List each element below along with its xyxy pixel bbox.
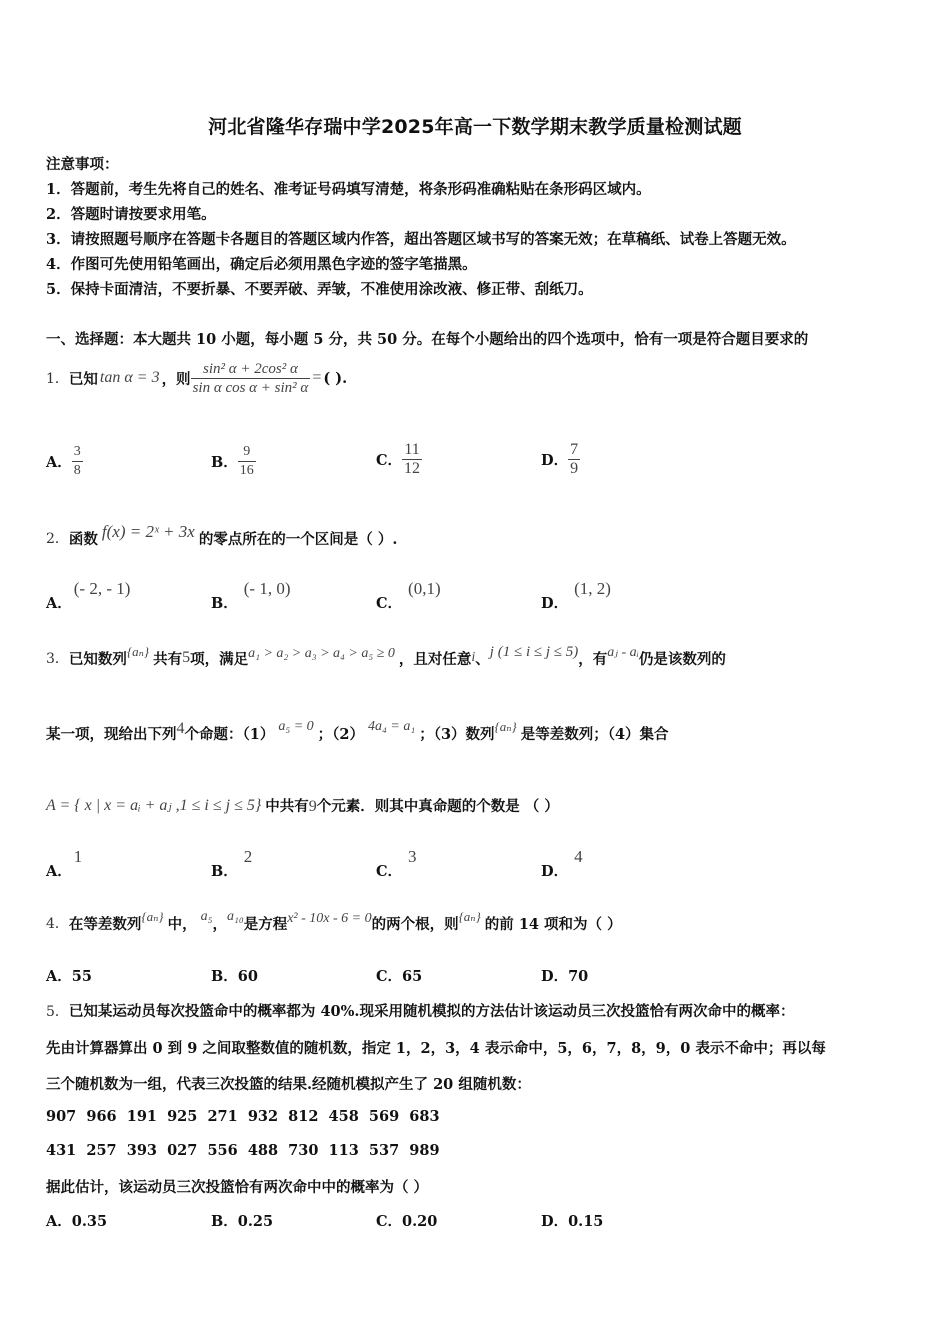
option-label: B． [211, 595, 238, 612]
option-b[interactable] [211, 965, 258, 986]
option-value: (- 1, 0) [243, 579, 291, 598]
option-value: 1 [73, 847, 83, 866]
fraction-numerator: sin² α + 2cos² α [191, 360, 311, 379]
math-sequence: {aₙ} [494, 719, 517, 734]
notice-heading: 注意事项： [46, 156, 119, 173]
math-proposition-1: a₅ = 0 [278, 719, 314, 734]
question-text: 中共有 [265, 797, 309, 815]
option-label: A． [46, 968, 72, 985]
question-text: 是方程 [243, 915, 288, 933]
fraction-denominator: sin α cos α + sin² α [192, 379, 309, 396]
math-set: A = { x | x = aᵢ + aⱼ ,1 ≤ i ≤ j ≤ 5} [46, 797, 262, 814]
option-value: 4 [574, 847, 583, 866]
question-text: 的两个根，则 [371, 915, 459, 933]
question-number: 2． [46, 531, 69, 547]
option-b[interactable] [211, 438, 256, 484]
question-text: 已知 [68, 370, 98, 388]
option-d[interactable] [541, 578, 611, 612]
option-c[interactable] [376, 1210, 437, 1231]
option-label: A． [46, 863, 72, 880]
notice-item: 1．答题前，考生先将自己的姓名、准考证号码填写清楚，将条形码准确粘贴在条形码区域内。 [46, 181, 651, 198]
math-proposition-2: 4a₄ = a₁ [368, 719, 416, 734]
random-numbers-row: 431 257 393 027 556 488 730 113 537 989 [46, 1142, 440, 1159]
question-text: 个命题：（1） [184, 725, 275, 743]
question-text: ，则 [161, 370, 191, 388]
option-value: 55 [71, 968, 92, 985]
math-number: 9 [308, 798, 317, 815]
question-text: 已知数列 [68, 650, 127, 668]
question-text: ， [212, 915, 227, 933]
option-d[interactable] [541, 1210, 603, 1231]
question-text: 在等差数列 [68, 915, 142, 933]
question-text: 、 [475, 650, 490, 668]
option-value: (- 2, - 1) [73, 579, 131, 598]
option-b[interactable] [211, 1210, 273, 1231]
question-text: 中， [167, 915, 197, 933]
option-value: 70 [568, 968, 589, 985]
option-value: 2 [243, 847, 253, 866]
question-text: 的前 14 项和为（ ） [484, 915, 622, 933]
option-c[interactable] [376, 965, 422, 986]
option-label: C． [376, 863, 403, 880]
question-text: ；（3）数列 [419, 725, 495, 743]
question-text: 据此估计，该运动员三次投篮恰有两次命中中的概率为（ ） [46, 1179, 429, 1196]
option-b[interactable] [211, 578, 291, 612]
option-label: A． [46, 595, 72, 612]
option-d[interactable] [541, 965, 588, 986]
option-a[interactable] [46, 578, 131, 612]
option-a[interactable] [46, 846, 83, 880]
option-label: D． [541, 1213, 569, 1230]
question-text: 的零点所在的一个区间是（ ）. [198, 530, 398, 548]
page-title: 河北省隆华存瑞中学2025年高一下数学期末教学质量检测试题 [208, 116, 742, 138]
question-4 [46, 903, 622, 943]
option-fraction [568, 441, 580, 478]
math-term: a₁₀ [226, 909, 244, 924]
option-label: D． [541, 968, 569, 985]
option-label: C． [376, 451, 403, 469]
question-text: ，且对任意 [398, 650, 472, 668]
question-text: 某一项，现给出下列 [46, 725, 177, 743]
question-1 [46, 352, 347, 404]
random-numbers-row: 907 966 191 925 271 932 812 458 569 683 [46, 1108, 440, 1125]
question-3-propositions [46, 715, 669, 751]
option-value: 0.15 [568, 1213, 604, 1230]
notice-item: 5．保持卡面清洁，不要折暴、不要弄破、弄皱，不准使用涂改液、修正带、刮纸刀。 [46, 281, 593, 298]
option-label: D． [541, 863, 569, 880]
fraction-numerator: 7 [570, 440, 579, 458]
option-label: C． [376, 1213, 403, 1230]
option-d[interactable] [541, 436, 580, 482]
fraction-numerator: 3 [72, 443, 83, 462]
section-heading: 一、选择题：本大题共 10 小题，每小题 5 分，共 50 分。在每个小题给出的四个选项中，恰有一项是符合题目要求的 [46, 331, 809, 348]
fraction-numerator: 9 [238, 443, 256, 462]
option-label: C． [376, 595, 403, 612]
option-value: 0.35 [71, 1213, 108, 1230]
fraction-numerator: 11 [402, 441, 422, 460]
question-text: 是等差数列；（4）集合 [520, 725, 669, 743]
option-fraction [72, 443, 83, 480]
question-number: 1． [46, 371, 69, 387]
option-a[interactable] [46, 438, 83, 484]
math-sequence: {aₙ} [126, 644, 150, 659]
option-value: 0.20 [402, 1213, 438, 1230]
math-function: f(x) = 2ˣ + 3x [101, 522, 195, 541]
fraction-denominator: 8 [73, 462, 81, 478]
option-label: B． [211, 968, 238, 985]
fraction-denominator: 12 [404, 459, 421, 477]
question-2 [46, 520, 397, 556]
math-inequality: a₁ > a₂ > a₃ > a₄ > a₅ ≥ 0 [248, 646, 395, 661]
option-value: 3 [408, 847, 417, 866]
notice-item: 4．作图可先使用铅笔画出，确定后必须用黑色字迹的签字笔描黑。 [46, 256, 477, 273]
option-fraction [238, 443, 256, 480]
option-c[interactable] [376, 436, 422, 482]
notice-item: 3．请按照题号顺序在答题卡各题目的答题区域内作答，超出答题区域书写的答案无效；在草稿纸、试卷上答题无效。 [46, 231, 796, 248]
math-term: a₅ [200, 909, 213, 924]
question-number: 4． [46, 916, 69, 932]
question-text: ，有 [578, 650, 608, 668]
option-a[interactable] [46, 965, 92, 986]
option-value: 60 [237, 968, 258, 985]
fraction-denominator: 9 [570, 459, 579, 477]
option-value: (0,1) [408, 579, 441, 598]
math-fraction [191, 360, 311, 397]
question-text: 共有 [153, 650, 183, 668]
option-fraction [402, 441, 422, 478]
option-c[interactable] [376, 846, 417, 880]
question-3-set [46, 785, 559, 825]
math-range: j (1 ≤ i ≤ j ≤ 5) [489, 643, 579, 660]
question-text: 函数 [68, 530, 98, 548]
notice-item: 2．答题时请按要求用笔。 [46, 206, 216, 223]
question-number: 3． [46, 651, 69, 667]
fraction-denominator: 16 [239, 462, 254, 478]
question-number: 5． [46, 1004, 69, 1020]
math-sequence: {aₙ} [458, 909, 481, 924]
option-label: C． [376, 968, 403, 985]
option-b[interactable] [211, 846, 253, 880]
math-number: 5 [182, 649, 191, 666]
equals-sign: = [312, 369, 322, 386]
option-a[interactable] [46, 1210, 107, 1231]
math-difference: aⱼ - aᵢ [607, 644, 639, 660]
option-label: D． [541, 595, 569, 612]
option-value: 65 [402, 968, 423, 985]
option-label: A． [46, 1213, 72, 1230]
question-text: 先由计算器算出 0 到 9 之间取整数值的随机数，指定 1，2，3，4 表示命中，5，6，7，8，9，0 表示不命中；再以每 [46, 1040, 826, 1057]
math-sequence: {aₙ} [141, 909, 164, 924]
question-text: 已知某运动员每次投篮命中的概率都为 40%.现采用随机模拟的方法估计该运动员三次投篮恰有两次命中的概率： [68, 1003, 795, 1020]
math-equation: x² - 10x - 6 = 0 [287, 911, 372, 926]
option-value: (1, 2) [574, 579, 611, 598]
math-condition: tan α = 3 [99, 369, 160, 386]
question-text: 个元素．则其中真命题的个数是 （ ） [316, 797, 559, 815]
question-5 [46, 1000, 794, 1021]
option-label: A． [46, 453, 72, 471]
question-text: 三个随机数为一组，代表三次投篮的结果.经随机模拟产生了 20 组随机数： [46, 1076, 531, 1093]
question-text: ；（2） [317, 725, 365, 743]
question-text: 项，满足 [190, 650, 249, 668]
option-c[interactable] [376, 578, 441, 612]
math-number: 4 [176, 720, 185, 737]
question-text: 仍是该数列的 [638, 650, 726, 668]
option-label: B． [211, 863, 238, 880]
answer-blank: ( ). [323, 369, 348, 387]
option-value: 0.25 [237, 1213, 274, 1230]
question-3 [46, 640, 726, 676]
math-variable: i [471, 650, 476, 665]
option-label: B． [211, 453, 238, 471]
option-d[interactable] [541, 846, 583, 880]
option-label: B． [211, 1213, 238, 1230]
option-label: D． [541, 451, 569, 469]
